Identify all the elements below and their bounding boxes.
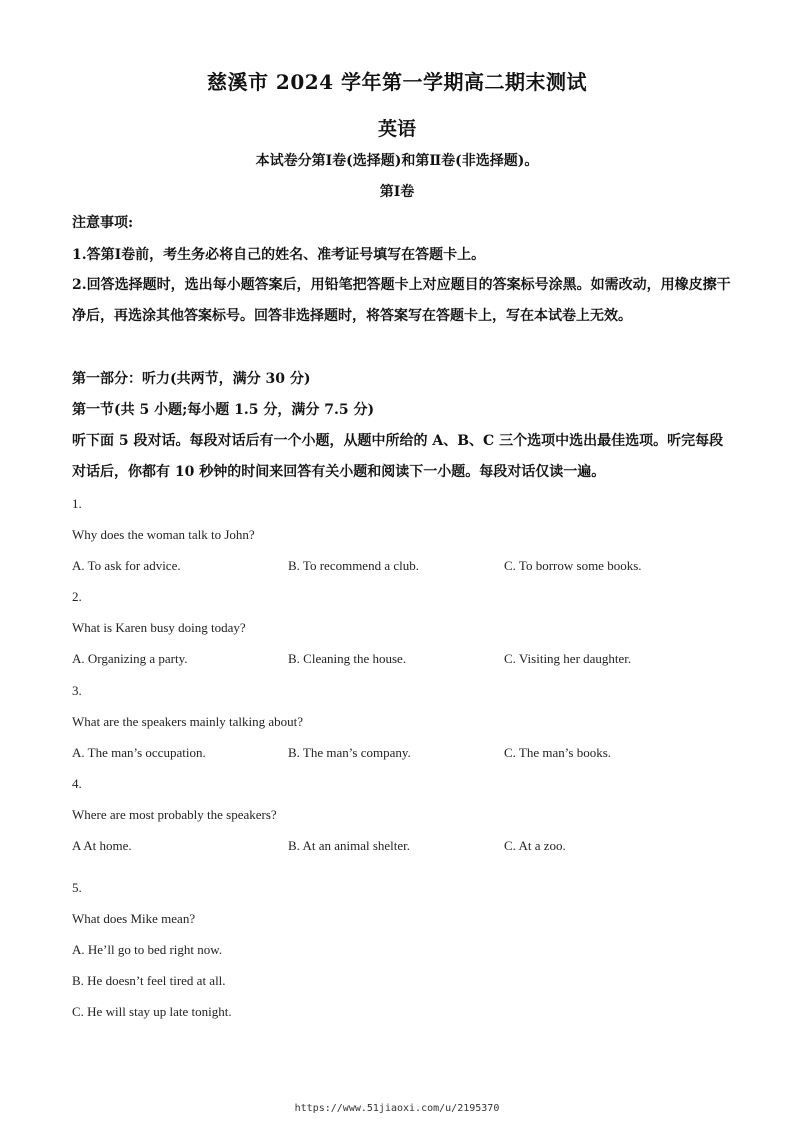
question-text: Where are most probably the speakers? <box>72 807 277 822</box>
question-text: What are the speakers mainly talking about? <box>72 714 304 729</box>
section-instructions: 听下面 5 段对话。每段对话后有一个小题，从题中所给的 A、B、C 三个选项中选出最佳选项。听完每段对话后，你都有 10 秒钟的时间来回答有关小题和阅读下一小题。每段对话仅读一遍。 <box>72 433 724 480</box>
option-b: B. At an animal shelter. <box>288 838 411 853</box>
subject-title: 英语 <box>377 118 416 140</box>
question-number: 3. <box>72 683 82 698</box>
section-part-title: 第一部分：听力(共两节，满分 30 分) <box>72 371 311 387</box>
option-c: C. He will stay up late tonight. <box>72 1004 232 1019</box>
option-c: C. Visiting her daughter. <box>504 651 632 666</box>
question-number: 5. <box>72 880 82 895</box>
section-subsection-title: 第一节(共 5 小题;每小题 1.5 分，满分 7.5 分) <box>72 402 375 418</box>
option-c: C. To borrow some books. <box>504 558 642 573</box>
volume-title: 第Ⅰ卷 <box>379 184 415 200</box>
exam-title: 慈溪市 2024 学年第一学期高二期末测试 <box>206 70 588 94</box>
notes-heading: 注意事项: <box>72 215 134 231</box>
option-b: B. He doesn’t feel tired at all. <box>72 973 226 988</box>
note-item-2: 2.回答选择题时，选出每小题答案后，用铅笔把答题卡上对应题目的答案标号涂黑。如需改动，用橡皮擦干净后，再选涂其他答案标号。回答非选择题时，将答案写在答题卡上，写在本试卷上无效。 <box>72 277 731 324</box>
exam-intro: 本试卷分第Ⅰ卷(选择题)和第Ⅱ卷(非选择题)。 <box>255 153 539 169</box>
option-c: C. At a zoo. <box>504 838 566 853</box>
question-text: Why does the woman talk to John? <box>72 527 255 542</box>
question-number: 4. <box>72 776 82 791</box>
option-b: B. The man’s company. <box>288 745 411 760</box>
question-text: What is Karen busy doing today? <box>72 620 246 635</box>
option-b: B. Cleaning the house. <box>288 651 407 666</box>
option-a: A At home. <box>72 838 132 853</box>
footer-watermark-link[interactable]: https://www.51jiaoxi.com/u/2195370 <box>294 1103 500 1114</box>
option-a: A. Organizing a party. <box>72 651 188 666</box>
option-c: C. The man’s books. <box>504 745 612 760</box>
question-number: 1. <box>72 496 82 511</box>
option-a: A. The man’s occupation. <box>72 745 206 760</box>
option-a: A. To ask for advice. <box>72 558 181 573</box>
option-a: A. He’ll go to bed right now. <box>72 942 223 957</box>
question-text: What does Mike mean? <box>72 911 196 926</box>
note-item-1: 1.答第Ⅰ卷前，考生务必将自己的姓名、准考证号填写在答题卡上。 <box>72 247 486 263</box>
option-b: B. To recommend a club. <box>288 558 419 573</box>
question-number: 2. <box>72 589 82 604</box>
